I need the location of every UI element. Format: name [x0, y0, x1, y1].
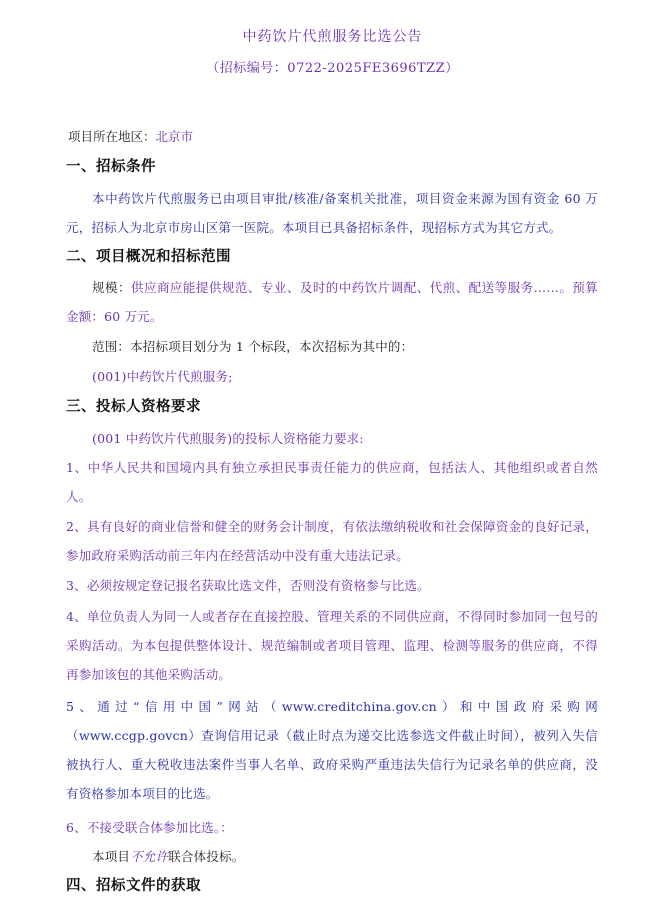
- consortium-suffix: 联合体投标。: [168, 849, 245, 864]
- requirement-3: 3、必须按规定登记报名获取比选文件，否则没有资格参与比选。: [66, 578, 430, 593]
- requirement-6: 6、不接受联合体参加比选。：: [66, 820, 234, 835]
- project-region: [68, 127, 193, 147]
- section-heading-4: 四、招标文件的获取: [66, 877, 201, 894]
- requirement-5: 5、通过“信用中国”网站（www.creditchina.gov.cn）和中国政府采购网（www.ccgp.govcn）查询信用记录（截止时点为递交比选参选文件截止时间），被列入失信被执行人、重大税收违法案件当事人名单、政府采购严重违法失信行为记录名单的供应商，没有资格参加本项目的比选。: [66, 699, 598, 801]
- requirement-4: 4、单位负责人为同一人或者存在直接控股、管理关系的不同供应商，不得同时参加同一包号的采购活动。为本包提供整体设计、规范编制或者项目管理、监理、检测等服务的供应商，不得再参加该包的其他采购活动。: [66, 609, 598, 682]
- project-scale: [66, 273, 598, 331]
- scale-label: 规模：: [92, 280, 131, 295]
- lot-item: (001)中药饮片代煎服务;: [92, 369, 233, 384]
- requirement-2: 2、具有良好的商业信誉和健全的财务会计制度，有依法缴纳税收和社会保障资金的良好记录，参加政府采购活动前三年内在经营活动中没有重大违法记录。: [66, 519, 598, 563]
- consortium-value: 不允许: [130, 849, 169, 864]
- section-heading-1: 一、招标条件: [66, 158, 156, 175]
- project-range: 范围：本招标项目划分为 1 个标段，本次招标为其中的：: [92, 339, 414, 354]
- scale-text: 供应商应能提供规范、专业、及时的中药饮片调配、代煎、配送等服务……。预算金额：60 万元。: [66, 280, 598, 324]
- section-heading-2: 二、项目概况和招标范围: [66, 248, 231, 265]
- requirement-1: 1、中华人民共和国境内具有独立承担民事责任能力的供应商，包括法人、其他组织或者自然人。: [66, 460, 598, 504]
- region-value: 北京市: [155, 129, 194, 144]
- section-heading-3: 三、投标人资格要求: [66, 398, 201, 415]
- qualification-intro: (001 中药饮片代煎服务)的投标人资格能力要求:: [92, 431, 364, 446]
- region-label: 项目所在地区：: [68, 129, 156, 144]
- consortium-prefix: 本项目: [92, 849, 131, 864]
- page-title: 中药饮片代煎服务比选公告: [242, 29, 423, 45]
- tender-conditions-text: 本中药饮片代煎服务已由项目审批/核准/备案机关批准，项目资金来源为国有资金 60 万元，招标人为北京市房山区第一医院。本项目已具备招标条件，现招标方式为其它方式。: [66, 191, 598, 235]
- tender-number: （招标编号：0722-2025FE3696TZZ）: [206, 61, 459, 76]
- consortium-note: [66, 842, 598, 871]
